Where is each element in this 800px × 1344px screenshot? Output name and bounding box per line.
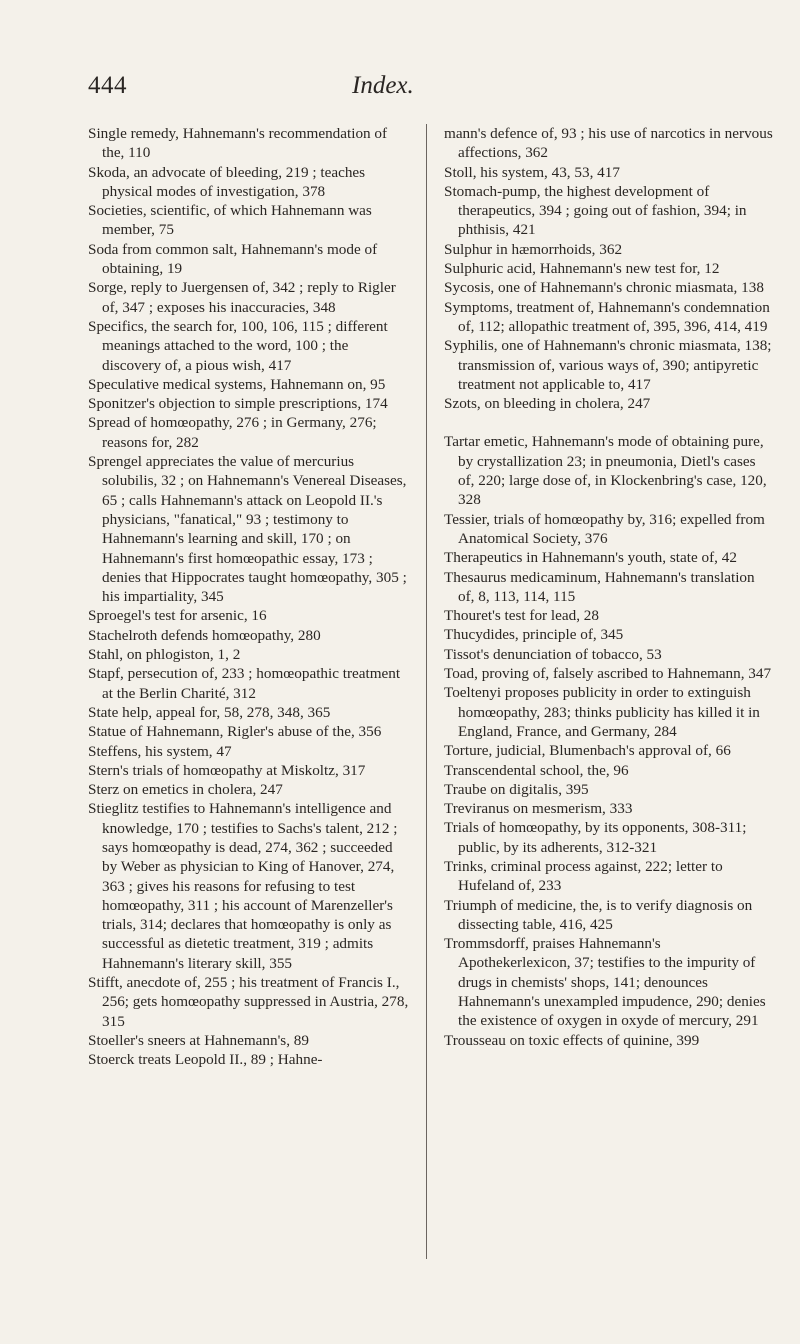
letter-section-gap bbox=[444, 413, 774, 432]
index-entry: Sterz on emetics in cholera, 247 bbox=[88, 781, 283, 799]
index-entry: Szots, on bleeding in cholera, 247 bbox=[444, 395, 651, 413]
index-entry: Soda from common salt, Hahnemann's mode of obtaining, 19 bbox=[88, 240, 378, 278]
index-entry: Trinks, criminal process against, 222; letter to Hufeland of, 233 bbox=[444, 857, 723, 895]
index-entry: Stoll, his system, 43, 53, 417 bbox=[444, 163, 620, 181]
index-entry: Sponitzer's objection to simple prescriptions, 174 bbox=[88, 395, 388, 413]
index-entry: Skoda, an advocate of bleeding, 219 ; teaches physical modes of investigation, 378 bbox=[88, 163, 366, 200]
index-entry: Syphilis, one of Hahnemann's chronic miasmata, 138; transmission of, various ways of, 390; antipyretic treatment not applicable to, 417 bbox=[444, 337, 772, 393]
index-entry: Sulphuric acid, Hahnemann's new test for, 12 bbox=[444, 260, 720, 278]
index-entry: Therapeutics in Hahnemann's youth, state of, 42 bbox=[444, 549, 737, 567]
index-entry: mann's defence of, 93 ; his use of narcotics in nervous affections, 362 bbox=[444, 125, 773, 162]
index-entry: Traube on digitalis, 395 bbox=[444, 780, 589, 798]
index-entry: Thesaurus medicaminum, Hahnemann's translation of, 8, 113, 114, 115 bbox=[444, 568, 755, 605]
index-entry: Triumph of medicine, the, is to verify diagnosis on dissecting table, 416, 425 bbox=[444, 896, 753, 933]
index-entry: Trommsdorff, praises Hahnemann's Apothekerlexicon, 37; testifies to the impurity of drugs in chemists' shops, 141; denounces Hahnemann's unexampled impudence, 290; denies the existence of oxygen in oxyde of mercury, 291 bbox=[444, 935, 766, 1030]
index-entry: Tessier, trials of homœopathy by, 316; expelled from Anatomical Society, 376 bbox=[444, 510, 765, 547]
index-entry: Stoeller's sneers at Hahnemann's, 89 bbox=[88, 1031, 309, 1049]
index-entry: Trousseau on toxic effects of quinine, 399 bbox=[444, 1031, 700, 1049]
index-entry: Stieglitz testifies to Hahnemann's intelligence and knowledge, 170 ; testifies to Sachs's talent, 212 ; says homœopathy is dead, 274, 362 ; succeeded by Weber as physician to King of Hanover, 274, 363 ; gives his reasons for refusing to test homœopathy, 311 ; his account of Marenzeller's trials, 314; declares that homœopathy is only as successful as dietetic treatment, 319 ; admits Hahnemann's literary skill, 355 bbox=[88, 800, 398, 972]
index-entry: Speculative medical systems, Hahnemann on, 95 bbox=[88, 375, 386, 393]
index-entry: Sorge, reply to Juergensen of, 342 ; reply to Rigler of, 347 ; exposes his inaccuracies, 348 bbox=[88, 279, 396, 316]
index-entry: Spread of homœopathy, 276 ; in Germany, 276; reasons for, 282 bbox=[88, 414, 377, 451]
index-entry: Thouret's test for lead, 28 bbox=[444, 607, 599, 625]
index-entry: Stapf, persecution of, 233 ; homœopathic treatment at the Berlin Charité, 312 bbox=[88, 665, 401, 702]
index-entry: Treviranus on mesmerism, 333 bbox=[444, 800, 633, 818]
column-divider bbox=[426, 124, 427, 1259]
index-entry: Steffens, his system, 47 bbox=[88, 742, 232, 760]
index-entry: Transcendental school, the, 96 bbox=[444, 761, 629, 779]
index-entry: State help, appeal for, 58, 278, 348, 365 bbox=[88, 703, 331, 721]
index-column-left bbox=[88, 124, 410, 1070]
index-entry: Toad, proving of, falsely ascribed to Hahnemann, 347 bbox=[444, 665, 772, 683]
index-entry: Tissot's denunciation of tobacco, 53 bbox=[444, 645, 662, 663]
page-number: 444 bbox=[88, 72, 127, 99]
index-entry: Toeltenyi proposes publicity in order to extinguish homœopathy, 283; thinks publicity has killed it in England, France, and Germany, 284 bbox=[444, 684, 760, 740]
index-entry: Tartar emetic, Hahnemann's mode of obtaining pure, by crystallization 23; in pneumonia, Dietl's cases of, 220; large dose of, in Klockenbring's case, 120, 328 bbox=[444, 433, 767, 509]
running-head: Index. bbox=[352, 72, 414, 99]
index-entry: Sproegel's test for arsenic, 16 bbox=[88, 607, 267, 625]
index-entry: Thucydides, principle of, 345 bbox=[444, 626, 624, 644]
index-entry: Stahl, on phlogiston, 1, 2 bbox=[88, 646, 241, 664]
index-entry: Symptoms, treatment of, Hahnemann's condemnation of, 112; allopathic treatment of, 395, 396, 414, 419 bbox=[444, 298, 770, 335]
index-entry: Sycosis, one of Hahnemann's chronic miasmata, 138 bbox=[444, 279, 764, 297]
index-entry: Single remedy, Hahnemann's recommendation of the, 110 bbox=[88, 125, 388, 162]
index-entry: Stachelroth defends homœopathy, 280 bbox=[88, 626, 321, 644]
index-entry: Torture, judicial, Blumenbach's approval of, 66 bbox=[444, 742, 731, 760]
index-entry: Stoerck treats Leopold II., 89 ; Hahne- bbox=[88, 1051, 323, 1069]
index-entry: Specifics, the search for, 100, 106, 115 ; different meanings attached to the word, 100 ; the discovery of, a pious wish, 417 bbox=[88, 317, 388, 374]
index-entry: Stern's trials of homœopathy at Miskoltz, 317 bbox=[88, 761, 366, 779]
index-entry: Stifft, anecdote of, 255 ; his treatment of Francis I., 256; gets homœopathy suppressed in Austria, 278, 315 bbox=[88, 974, 409, 1030]
index-entry: Stomach-pump, the highest development of therapeutics, 394 ; going out of fashion, 394; in phthisis, 421 bbox=[444, 182, 747, 239]
index-column-right bbox=[444, 124, 774, 1050]
index-entry: Trials of homœopathy, by its opponents, 308-311; public, by its adherents, 312-321 bbox=[444, 819, 747, 856]
index-entry: Sulphur in hæmorrhoids, 362 bbox=[444, 240, 623, 258]
index-entry: Sprengel appreciates the value of mercurius solubilis, 32 ; on Hahnemann's Venereal Diseases, 65 ; calls Hahnemann's attack on Leopold II.'s physicians, "fanatical," 93 ; testimony to Hahnemann's learning and skill, 170 ; on Hahnemann's first homœopathic essay, 173 ; denies that Hippocrates taught homœopathy, 305 ; his impartiality, 345 bbox=[88, 453, 407, 606]
index-entry: Societies, scientific, of which Hahnemann was member, 75 bbox=[88, 202, 372, 239]
index-entry: Statue of Hahnemann, Rigler's abuse of the, 356 bbox=[88, 723, 382, 741]
